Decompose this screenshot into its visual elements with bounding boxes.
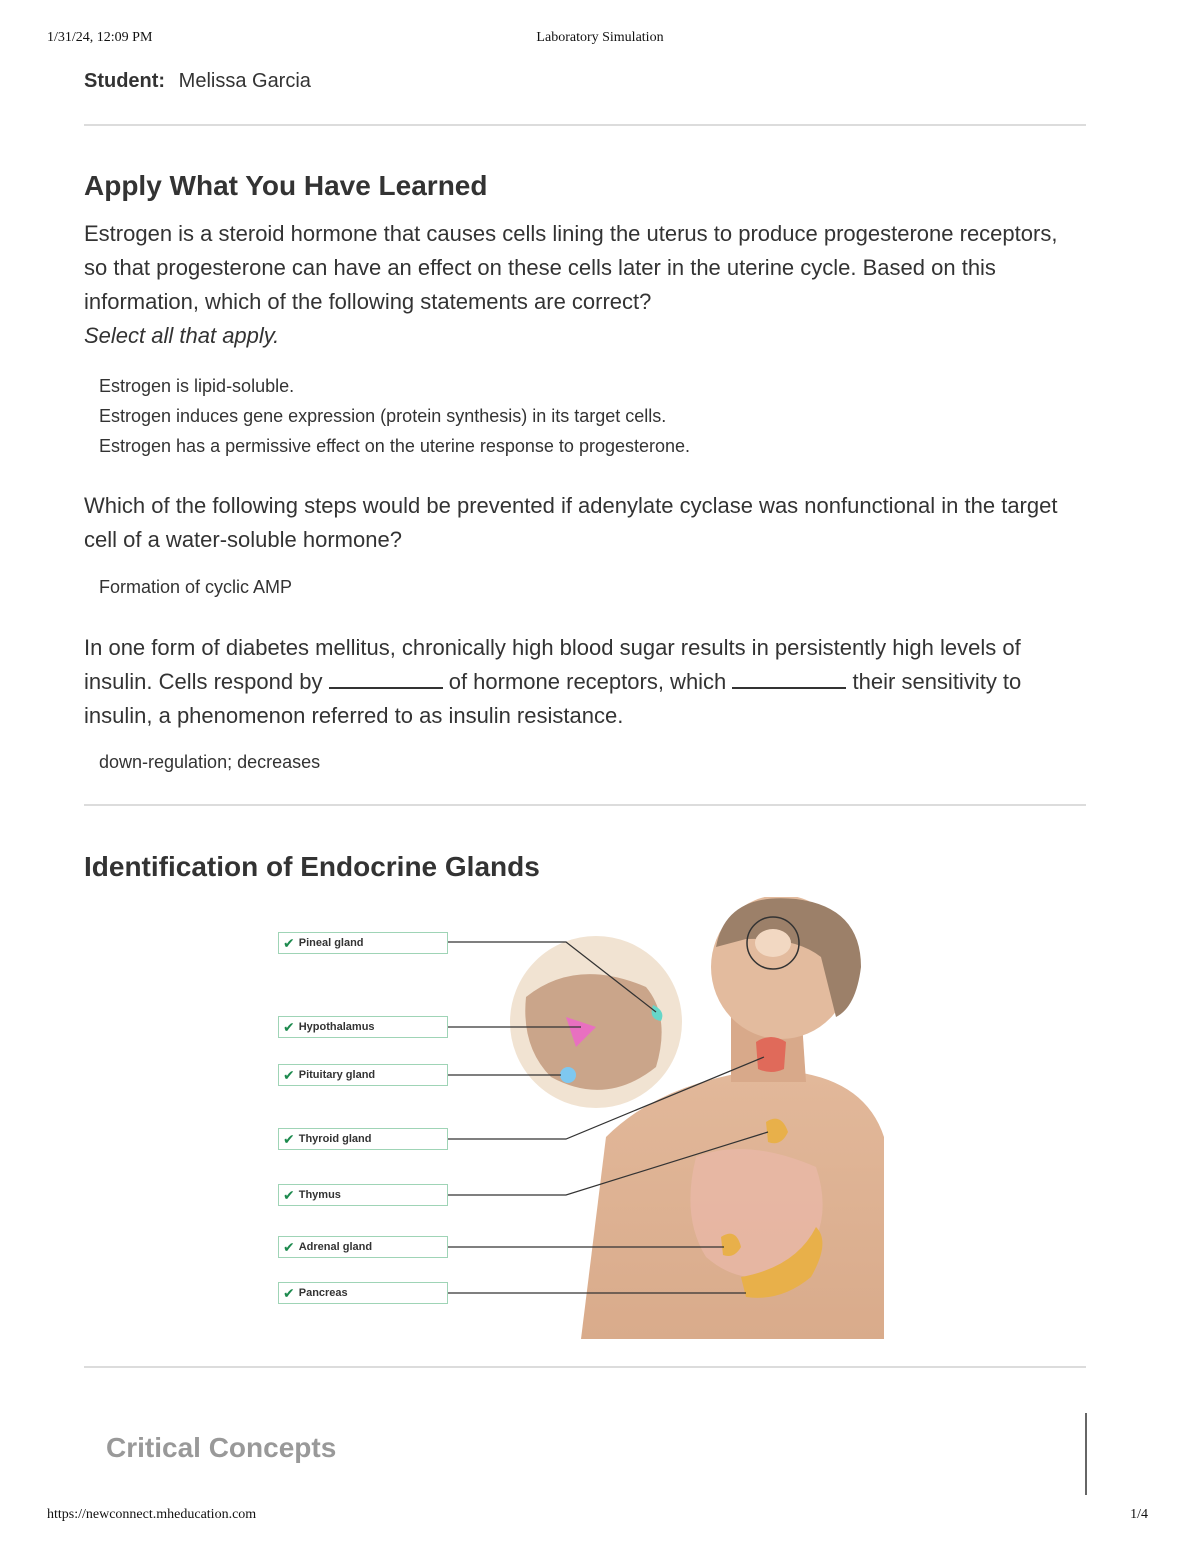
answer-item: Estrogen has a permissive effect on the uterine response to progesterone. <box>99 436 691 456</box>
label-text: Pineal gland <box>298 937 364 949</box>
thyroid-organ <box>756 1037 786 1072</box>
question-1 <box>84 217 1086 353</box>
section-divider <box>84 124 1086 126</box>
print-header-date: 1/31/24, 12:09 PM <box>47 30 153 45</box>
pituitary-region <box>560 1067 576 1083</box>
label-text: Hypothalamus <box>298 1021 375 1033</box>
label-adrenal-gland[interactable] <box>278 1236 448 1258</box>
blank-2 <box>732 669 846 689</box>
label-thymus[interactable] <box>278 1184 448 1206</box>
identification-heading: Identification of Endocrine Glands <box>84 851 540 882</box>
question-1-answers <box>99 371 690 461</box>
label-text: Pituitary gland <box>298 1069 376 1081</box>
checkmark-icon: ✔ <box>283 1186 295 1203</box>
checkmark-icon: ✔ <box>283 1238 295 1255</box>
question-3-answers <box>99 747 320 777</box>
question-1-instruction: Select all that apply. <box>84 323 280 348</box>
question-3-part1: In one form of diabetes mellitus, chronically high blood sugar results in persistently high levels of insulin. Cells respond by <box>84 635 1021 694</box>
label-text: Thyroid gland <box>298 1133 372 1145</box>
section-divider <box>84 1366 1086 1368</box>
question-2-answers <box>99 572 292 602</box>
student-info <box>84 70 311 93</box>
student-label: Student: <box>84 70 166 92</box>
critical-concepts-heading: Critical Concepts <box>106 1432 337 1463</box>
section-divider <box>84 804 1086 806</box>
label-pituitary-gland[interactable] <box>278 1064 448 1086</box>
checkmark-icon: ✔ <box>283 1018 295 1035</box>
label-text: Pancreas <box>298 1287 348 1299</box>
checkmark-icon: ✔ <box>283 1284 295 1301</box>
label-pineal-gland[interactable] <box>278 932 448 954</box>
label-thyroid-gland[interactable] <box>278 1128 448 1150</box>
print-header-title: Laboratory Simulation <box>536 30 664 45</box>
answer-item: Estrogen induces gene expression (protein synthesis) in its target cells. <box>99 406 667 426</box>
checkmark-icon: ✔ <box>283 1066 295 1083</box>
answer-item: Estrogen is lipid-soluble. <box>99 376 295 396</box>
brain-shape <box>755 929 791 957</box>
endocrine-diagram <box>276 897 886 1339</box>
answer-item: down-regulation; decreases <box>99 752 321 772</box>
apply-heading: Apply What You Have Learned <box>84 170 488 201</box>
checkmark-icon: ✔ <box>283 934 295 951</box>
label-pancreas[interactable] <box>278 1282 448 1304</box>
blank-1 <box>329 669 443 689</box>
print-footer-url: https://newconnect.mheducation.com <box>47 1507 257 1522</box>
question-1-text: Estrogen is a steroid hormone that causes cells lining the uterus to produce progesterone receptors, so that progesterone can have an effect on these cells later in the uterine cycle. Based on this information, which of the following statements are correct? <box>84 221 1058 314</box>
label-hypothalamus[interactable] <box>278 1016 448 1038</box>
question-3-part2: of hormone receptors, which <box>448 669 727 694</box>
vertical-scroll-marker <box>1085 1413 1087 1495</box>
print-footer-page: 1/4 <box>1130 1507 1148 1522</box>
checkmark-icon: ✔ <box>283 1130 295 1147</box>
label-text: Thymus <box>298 1189 341 1201</box>
question-3 <box>84 631 1086 733</box>
label-text: Adrenal gland <box>298 1241 373 1253</box>
question-2-text: Which of the following steps would be prevented if adenylate cyclase was nonfunctional in the target cell of a water-soluble hormone? <box>84 493 1058 552</box>
answer-item: Formation of cyclic AMP <box>99 577 293 597</box>
question-3-part3: their sensitivity to insulin, a phenomenon referred to as insulin resistance. <box>84 669 1022 728</box>
anatomy-illustration <box>276 897 886 1339</box>
student-name: Melissa Garcia <box>178 70 311 92</box>
